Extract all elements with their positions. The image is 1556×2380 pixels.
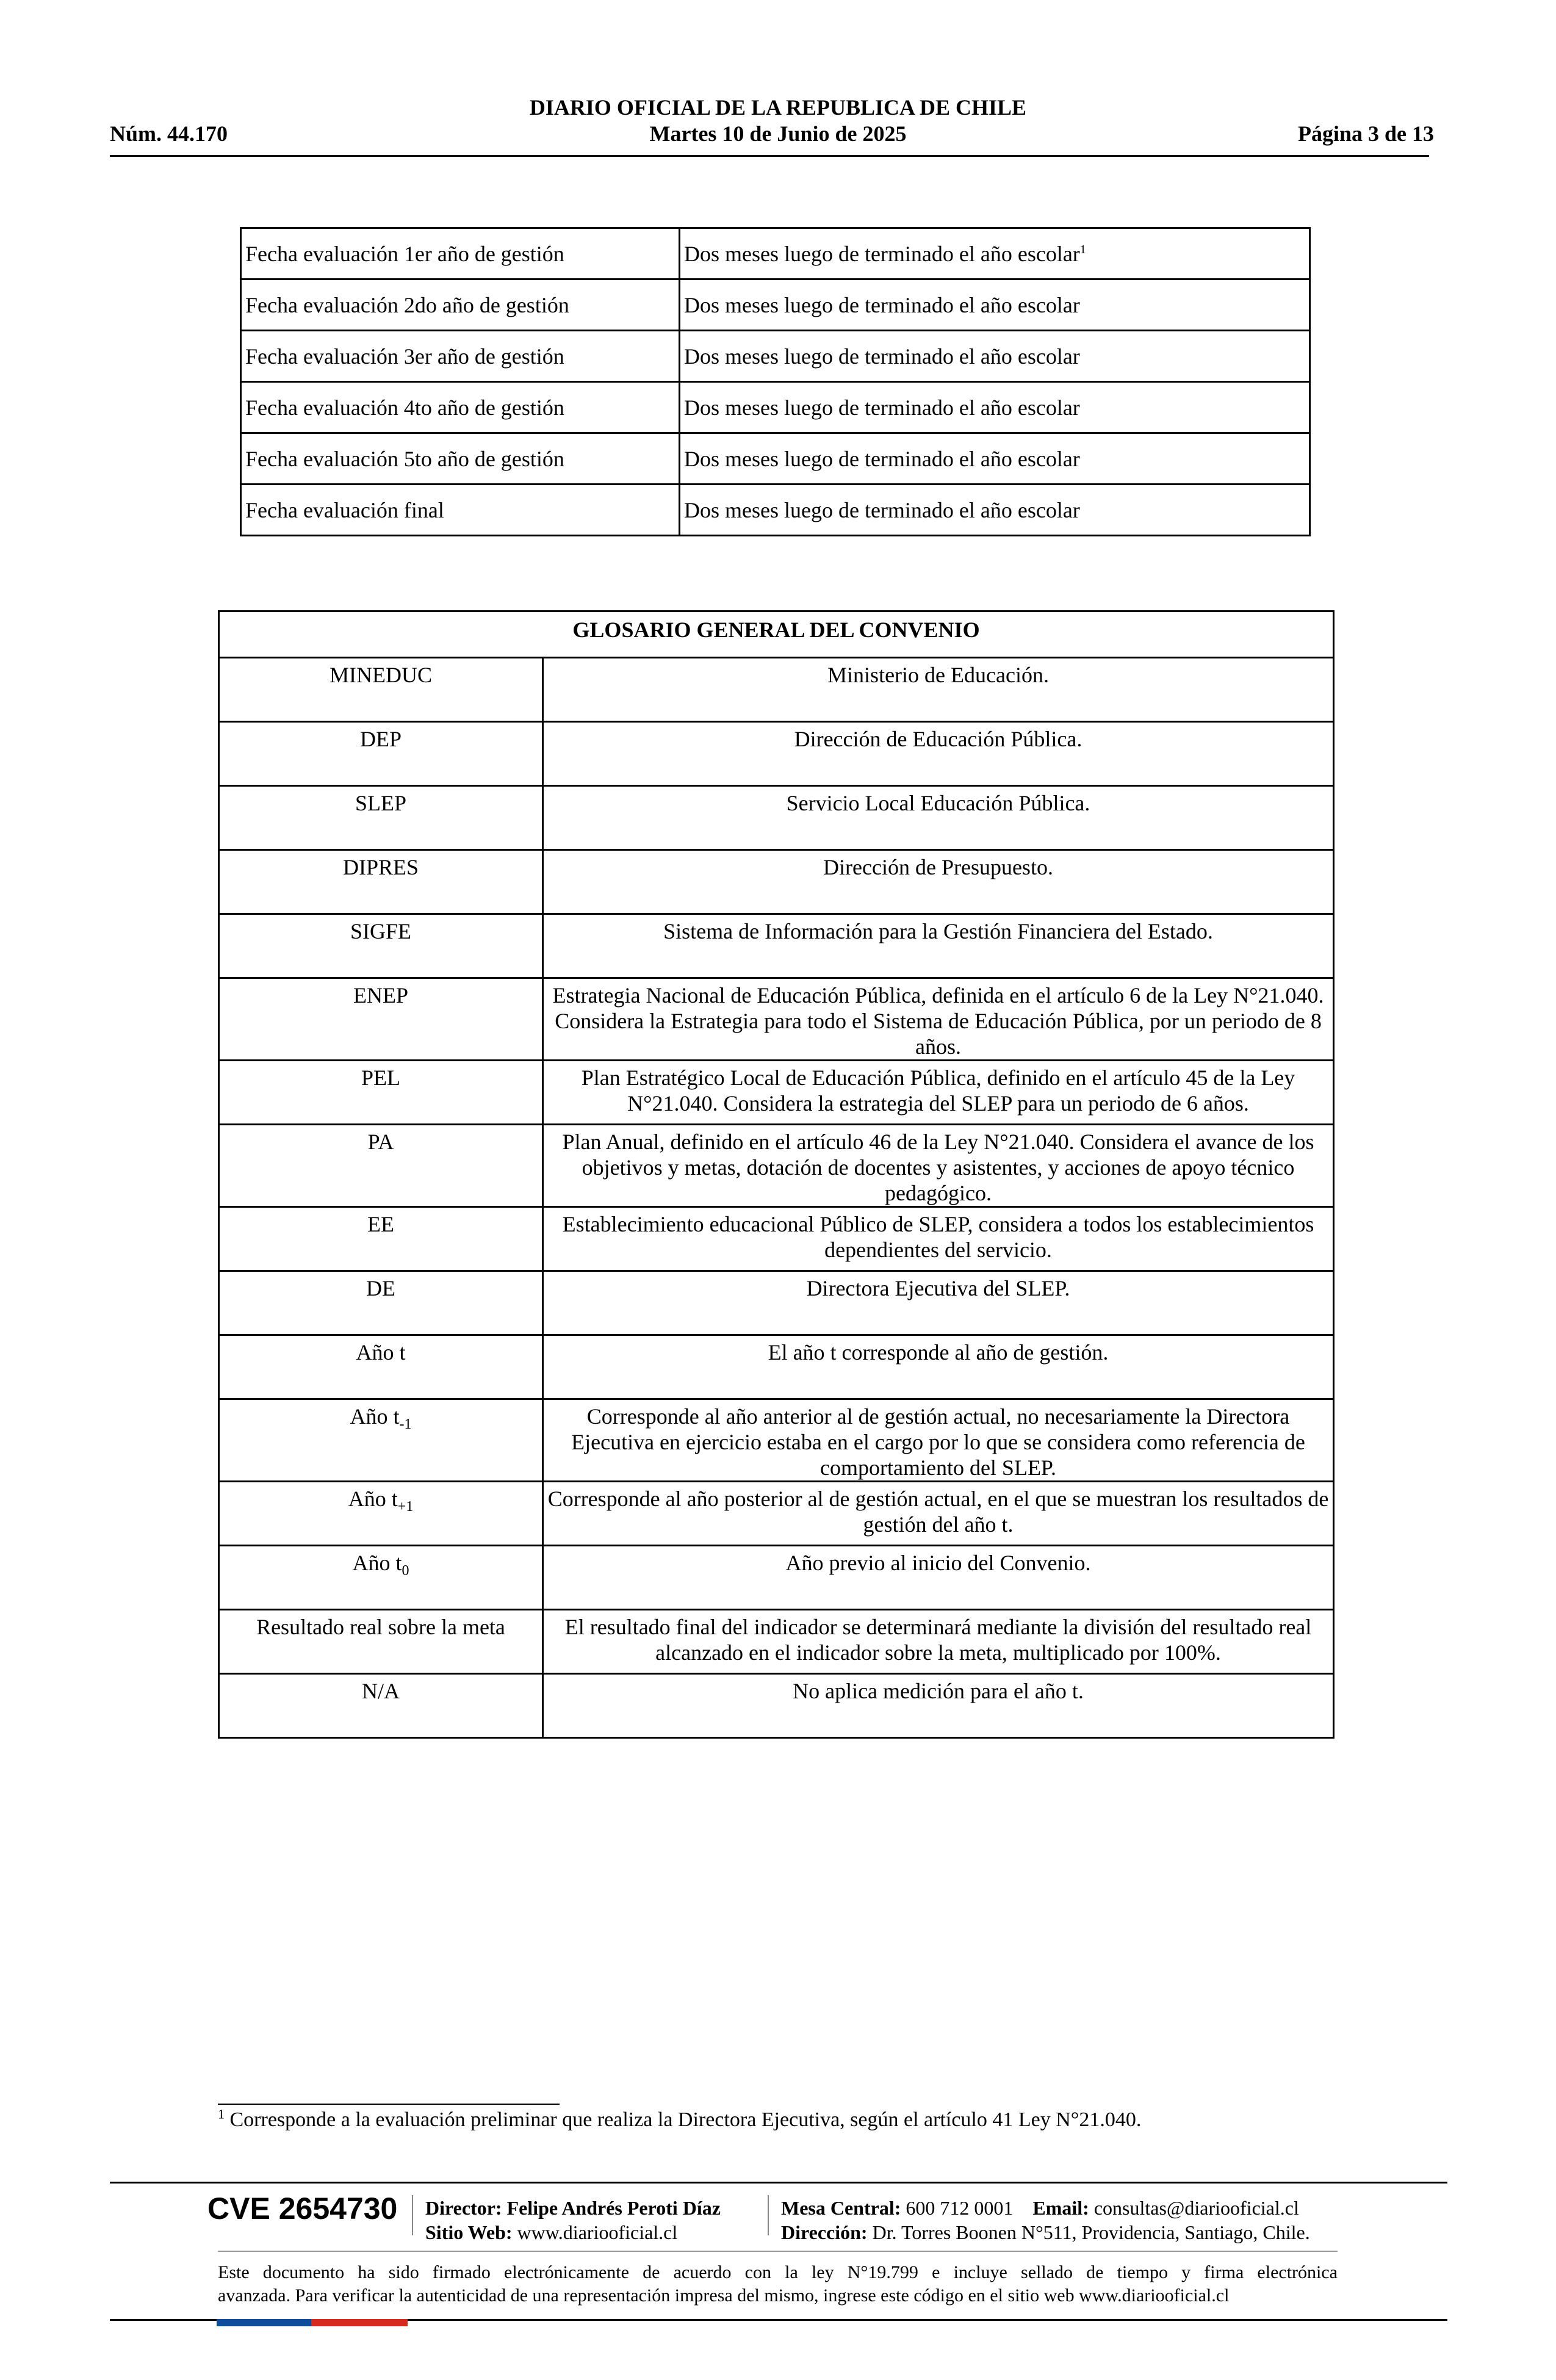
glossary-term-text: PEL xyxy=(361,1066,400,1090)
issue-date: Martes 10 de Junio de 2025 xyxy=(649,121,907,146)
glossary-row xyxy=(219,1482,1334,1546)
director-label: Director: xyxy=(425,2197,502,2219)
glossary-term xyxy=(219,850,543,914)
glossary-definition: Plan Estratégico Local de Educación Pública, definido en el artículo 45 de la Ley N°21.040. Considera la estrategia del SLEP para un periodo de 6 años. xyxy=(543,1061,1334,1125)
glossary-definition: Corresponde al año anterior al de gestión actual, no necesariamente la Directora Ejecutiva en ejercicio estaba en el cargo por lo que se considera como referencia de comportamiento del SLEP. xyxy=(543,1399,1334,1482)
glossary-term xyxy=(219,1674,543,1738)
glossary-term-text: SIGFE xyxy=(350,919,412,943)
glossary-term-text: Resultado real sobre la meta xyxy=(256,1615,505,1639)
glossary-definition: Establecimiento educacional Público de SLEP, considera a todos los establecimientos dependientes del servicio. xyxy=(543,1207,1334,1271)
glossary-row xyxy=(219,1610,1334,1674)
glossary-term xyxy=(219,1546,543,1610)
phone-value: 600 712 0001 xyxy=(906,2197,1014,2219)
flag-stripe-blue xyxy=(217,2319,311,2326)
footnote-ref: 1 xyxy=(1079,242,1086,256)
glossary-table xyxy=(218,610,1334,1739)
date-label: Fecha evaluación 1er año de gestión xyxy=(241,228,680,279)
glossary-definition: Plan Anual, definido en el artículo 46 de la Ley N°21.040. Considera el avance de los objetivos y metas, dotación de docentes y asistentes, y acciones de apoyo técnico pedagógico. xyxy=(543,1125,1334,1207)
page-number: Página 3 de 13 xyxy=(1297,121,1434,146)
glossary-term-text: Año t xyxy=(350,1404,400,1429)
table-row xyxy=(241,279,1310,331)
glossary-term xyxy=(219,1482,543,1546)
glossary-row xyxy=(219,850,1334,914)
date-value-text: Dos meses luego de terminado el año escolar xyxy=(684,446,1080,471)
footnote-mark: 1 xyxy=(218,2106,225,2122)
email-label: Email: xyxy=(1032,2197,1089,2219)
cve-code: CVE 2654730 xyxy=(207,2191,398,2226)
date-label: Fecha evaluación 2do año de gestión xyxy=(241,279,680,331)
table-row xyxy=(241,485,1310,536)
notice-line-2: avanzada. Para verificar la autenticidad de una representación impresa del mismo, ingrese este código en el sitio web www.diariooficial.cl xyxy=(218,2285,1230,2306)
glossary-term-text: MINEDUC xyxy=(330,663,432,687)
glossary-definition: Corresponde al año posterior al de gestión actual, en el que se muestran los resultados de gestión del año t. xyxy=(543,1482,1334,1546)
glossary-term xyxy=(219,1271,543,1335)
glossary-definition: Año previo al inicio del Convenio. xyxy=(543,1546,1334,1610)
footer-top-rule xyxy=(110,2182,1447,2183)
date-value xyxy=(680,331,1310,382)
table-row xyxy=(241,331,1310,382)
footer-inner-rule xyxy=(218,2251,1338,2252)
glossary-term-text: DE xyxy=(366,1276,395,1300)
glossary-term-text: ENEP xyxy=(353,983,408,1008)
date-value-text: Dos meses luego de terminado el año escolar xyxy=(684,497,1080,522)
glossary-term-text: N/A xyxy=(362,1679,400,1703)
glossary-term xyxy=(219,1610,543,1674)
glossary-definition: El año t corresponde al año de gestión. xyxy=(543,1335,1334,1399)
date-label: Fecha evaluación final xyxy=(241,485,680,536)
address-value: Dr. Torres Boonen N°511, Providencia, Santiago, Chile. xyxy=(872,2221,1310,2243)
phone-label: Mesa Central: xyxy=(781,2197,901,2219)
footer-separator xyxy=(768,2195,769,2235)
glossary-row xyxy=(219,914,1334,978)
glossary-term-text: PA xyxy=(367,1130,394,1154)
glossary-row xyxy=(219,1335,1334,1399)
glossary-term-text: Año t xyxy=(348,1487,398,1511)
glossary-row xyxy=(219,1546,1334,1610)
glossary-row xyxy=(219,658,1334,722)
footer-contact-block xyxy=(781,2196,1310,2245)
glossary-term-subscript: -1 xyxy=(399,1416,412,1433)
date-value-text: Dos meses luego de terminado el año escolar xyxy=(684,344,1080,369)
signature-notice xyxy=(218,2261,1338,2307)
glossary-term xyxy=(219,658,543,722)
notice-line-1: Este documento ha sido firmado electrónicamente de acuerdo con la ley N°19.799 e incluye sellado de tiempo y firma electrónica xyxy=(218,2262,1338,2282)
site-link[interactable]: www.diariooficial.cl xyxy=(517,2221,678,2243)
date-value xyxy=(680,485,1310,536)
glossary-term xyxy=(219,1125,543,1207)
date-value-text: Dos meses luego de terminado el año escolar xyxy=(684,292,1080,317)
glossary-row xyxy=(219,978,1334,1061)
footnote xyxy=(218,2108,1141,2132)
site-label: Sitio Web: xyxy=(425,2221,513,2243)
glossary-term-subscript: 0 xyxy=(402,1563,409,1579)
evaluation-dates-table xyxy=(240,227,1311,536)
glossary-term xyxy=(219,1399,543,1482)
glossary-term xyxy=(219,722,543,786)
footer-director-block xyxy=(425,2196,721,2245)
issue-number: Núm. 44.170 xyxy=(110,121,228,146)
date-value xyxy=(680,279,1310,331)
glossary-term-text: DIPRES xyxy=(342,855,419,879)
glossary-term xyxy=(219,1207,543,1271)
glossary-term-text: Año t xyxy=(356,1340,406,1365)
date-value-text: Dos meses luego de terminado el año escolar xyxy=(684,395,1080,420)
date-value xyxy=(680,228,1310,279)
glossary-row xyxy=(219,722,1334,786)
glossary-title: GLOSARIO GENERAL DEL CONVENIO xyxy=(219,611,1334,658)
date-label: Fecha evaluación 4to año de gestión xyxy=(241,382,680,433)
glossary-term xyxy=(219,914,543,978)
glossary-definition: Directora Ejecutiva del SLEP. xyxy=(543,1271,1334,1335)
glossary-term xyxy=(219,786,543,850)
glossary-definition: Dirección de Presupuesto. xyxy=(543,850,1334,914)
date-value-text: Dos meses luego de terminado el año escolar xyxy=(684,241,1080,266)
glossary-row xyxy=(219,1674,1334,1738)
glossary-row xyxy=(219,1125,1334,1207)
flag-stripe-red xyxy=(311,2319,408,2326)
glossary-definition: Servicio Local Educación Pública. xyxy=(543,786,1334,850)
table-row xyxy=(241,228,1310,279)
glossary-term-text: SLEP xyxy=(355,791,407,815)
date-label: Fecha evaluación 3er año de gestión xyxy=(241,331,680,382)
glossary-definition: Sistema de Información para la Gestión Financiera del Estado. xyxy=(543,914,1334,978)
glossary-definition: Ministerio de Educación. xyxy=(543,658,1334,722)
glossary-definition: Estrategia Nacional de Educación Pública, definida en el artículo 6 de la Ley N°21.040. Considera la Estrategia para todo el Sistema de Educación Pública, por un periodo de 8 años. xyxy=(543,978,1334,1061)
director-name: Felipe Andrés Peroti Díaz xyxy=(506,2197,721,2219)
address-label: Dirección: xyxy=(781,2221,868,2243)
date-value xyxy=(680,433,1310,485)
glossary-term-text: EE xyxy=(367,1212,394,1236)
table-row xyxy=(241,433,1310,485)
glossary-row xyxy=(219,1271,1334,1335)
email-link[interactable]: consultas@diariooficial.cl xyxy=(1093,2197,1299,2219)
glossary-term-text: Año t xyxy=(352,1551,402,1575)
glossary-term xyxy=(219,1335,543,1399)
glossary-term xyxy=(219,978,543,1061)
glossary-term-text: DEP xyxy=(359,727,402,751)
footer-separator xyxy=(412,2195,413,2235)
header-divider xyxy=(110,155,1429,157)
glossary-definition: No aplica medición para el año t. xyxy=(543,1674,1334,1738)
table-row xyxy=(241,382,1310,433)
glossary-row xyxy=(219,1399,1334,1482)
date-value xyxy=(680,382,1310,433)
newspaper-title: DIARIO OFICIAL DE LA REPUBLICA DE CHILE xyxy=(529,95,1027,120)
footnote-text: Corresponde a la evaluación preliminar que realiza la Directora Ejecutiva, según el artículo 41 Ley N°21.040. xyxy=(229,2108,1142,2131)
footnote-divider xyxy=(218,2104,560,2105)
glossary-term-subscript: +1 xyxy=(397,1499,414,1515)
glossary-row xyxy=(219,786,1334,850)
glossary-definition: El resultado final del indicador se determinará mediante la división del resultado real alcanzado en el indicador sobre la meta, multiplicado por 100%. xyxy=(543,1610,1334,1674)
glossary-term xyxy=(219,1061,543,1125)
glossary-definition: Dirección de Educación Pública. xyxy=(543,722,1334,786)
glossary-row xyxy=(219,1207,1334,1271)
glossary-row xyxy=(219,1061,1334,1125)
date-label: Fecha evaluación 5to año de gestión xyxy=(241,433,680,485)
